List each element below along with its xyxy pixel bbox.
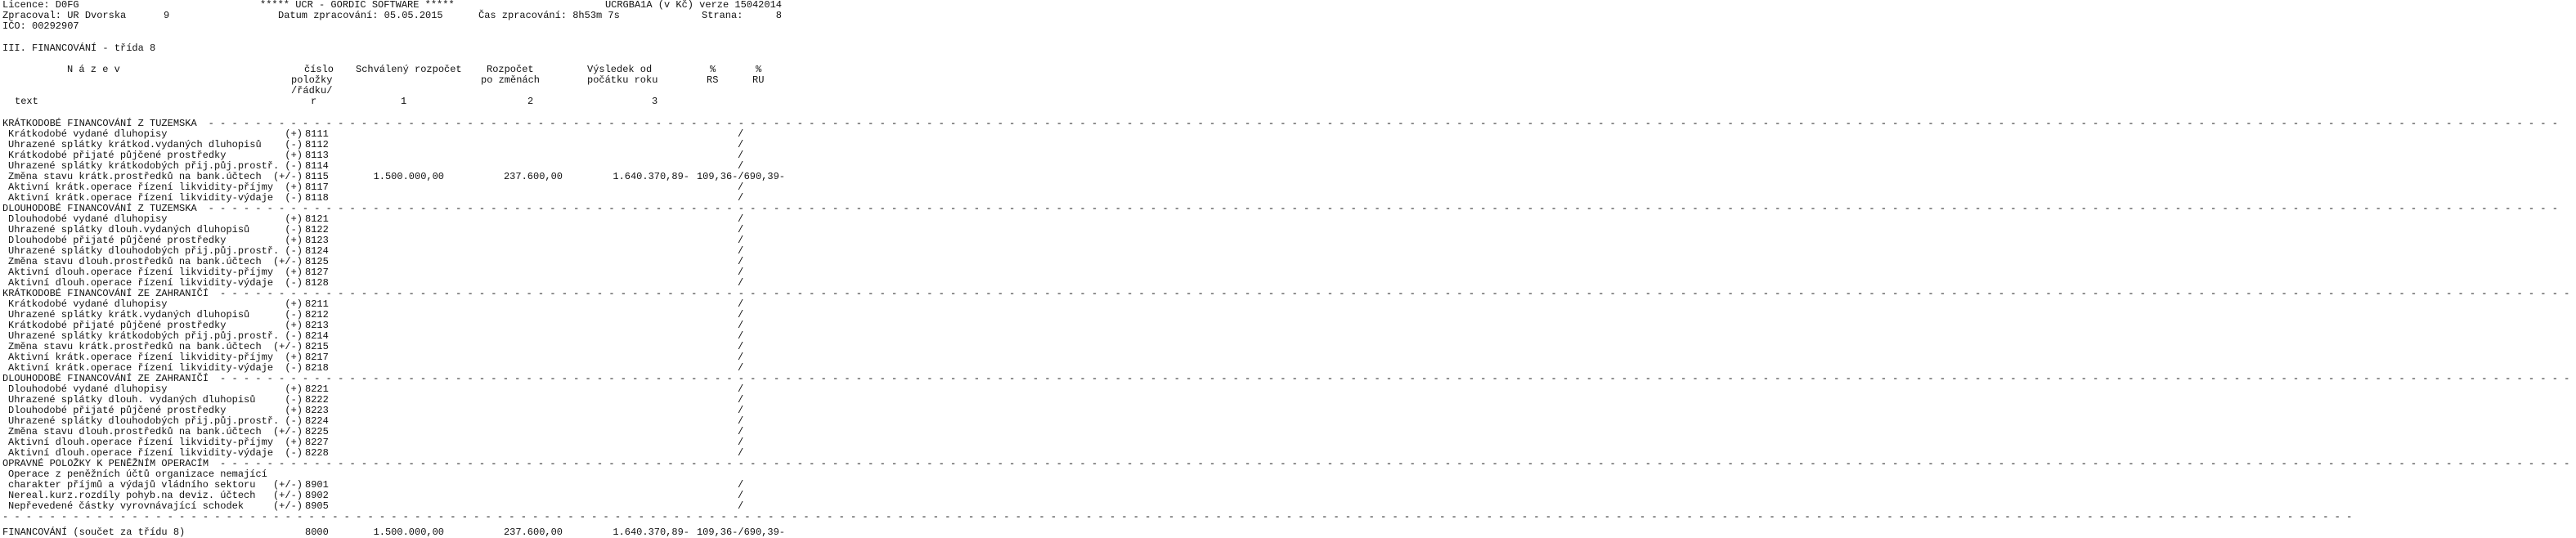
total-dash-rule: - - - - - - - - - - - - - - - - - - - - - - - - - - - - - - - - - - - - - - - - - - - - - - - - - - - - - - - - - - - - - - - - - - - - - - - - - - - - - - - - - - - - - - - - - - - - - - - - - - - - - - - - - - - - - - - - - - - - - - - - - - - - - - - - - - - - - - - - - - - - - - - - - - - - - - - - - - - - - - - - - - - - - - - - - - - - - - - - - - - - - - - - - - - - - - - - - - - - - - - - xyxy=(2,511,2358,522)
report-title: ***** UCR - GORDIC SOFTWARE ***** xyxy=(260,0,455,11)
row-percent: / xyxy=(738,394,744,406)
row-sign: (-) xyxy=(285,309,303,321)
column-header-rs: RS xyxy=(707,74,719,86)
row-percent: 109,36-/690,39- xyxy=(696,171,785,182)
row-percent: / xyxy=(738,447,744,459)
row-name: Změna stavu krátk.prostředků na bank.účtech xyxy=(8,171,262,182)
column-header-polozky: položky xyxy=(291,74,333,86)
row-sign: (-) xyxy=(285,224,303,235)
group-title: KRÁTKODOBÉ FINANCOVÁNÍ Z TUZEMSKA xyxy=(2,118,197,129)
row-code: 8214 xyxy=(305,330,329,342)
column-header-radku: /řádku/ xyxy=(291,85,333,96)
group-title: DLOUHODOBÉ FINANCOVÁNÍ ZE ZAHRANIČÍ xyxy=(2,373,209,384)
row-name: Aktivní dlouh.operace řízení likvidity-výdaje xyxy=(8,447,274,459)
row-code: 8217 xyxy=(305,352,329,363)
row-code: 8215 xyxy=(305,341,329,352)
row-name: charakter příjmů a výdajů vládního sektoru xyxy=(8,479,256,491)
column-header-r: r xyxy=(311,96,317,107)
row-sign: (+/-) xyxy=(272,490,303,501)
row-code: 8221 xyxy=(305,383,329,395)
total-name: FINANCOVÁNÍ (součet za třídu 8) xyxy=(2,527,186,538)
row-percent: / xyxy=(738,309,744,321)
total-percent: 109,36-/690,39- xyxy=(696,527,785,538)
row-sign: (+) xyxy=(285,182,303,193)
column-header-vysledek-num: 3 xyxy=(652,96,658,107)
row-sign: (+) xyxy=(285,437,303,448)
row-code: 8902 xyxy=(305,490,329,501)
row-sign: (+) xyxy=(285,320,303,331)
row-name: Krátkodobé vydané dluhopisy xyxy=(8,298,168,310)
row-percent: / xyxy=(738,362,744,374)
group-dash-rule: - - - - - - - - - - - - - - - - - - - - - - - - - - - - - - - - - - - - - - - - - - - - - - - - - - - - - - - - - - - - - - - - - - - - - - - - - - - - - - - - - - - - - - - - - - - - - - - - - - - - - - - - - - - - - - - - - - - - - - - - - - - - - - - - - - - - - - - - - - - - - - - - - - - - - - - - - - - - - - - - - - - - - - - - - - - - - - - - - - - - - - - - - - - - - - - - - - - - - - - - xyxy=(208,118,2565,129)
row-code: 8111 xyxy=(305,128,329,140)
row-code: 8228 xyxy=(305,447,329,459)
group-title: DLOUHODOBÉ FINANCOVÁNÍ Z TUZEMSKA xyxy=(2,203,197,214)
row-sign: (+/-) xyxy=(272,341,303,352)
row-code: 8124 xyxy=(305,245,329,257)
row-name: Aktivní krátk.operace řízení likvidity-výdaje xyxy=(8,192,274,204)
processing-time: Čas zpracování: 8h53m 7s xyxy=(478,10,620,21)
row-percent: / xyxy=(738,235,744,246)
group-dash-rule: - - - - - - - - - - - - - - - - - - - - - - - - - - - - - - - - - - - - - - - - - - - - - - - - - - - - - - - - - - - - - - - - - - - - - - - - - - - - - - - - - - - - - - - - - - - - - - - - - - - - - - - - - - - - - - - - - - - - - - - - - - - - - - - - - - - - - - - - - - - - - - - - - - - - - - - - - - - - - - - - - - - - - - - - - - - - - - - - - - - - - - - - - - - - - - - - - - - - - - - - xyxy=(220,458,2576,469)
row-code: 8212 xyxy=(305,309,329,321)
group-dash-rule: - - - - - - - - - - - - - - - - - - - - - - - - - - - - - - - - - - - - - - - - - - - - - - - - - - - - - - - - - - - - - - - - - - - - - - - - - - - - - - - - - - - - - - - - - - - - - - - - - - - - - - - - - - - - - - - - - - - - - - - - - - - - - - - - - - - - - - - - - - - - - - - - - - - - - - - - - - - - - - - - - - - - - - - - - - - - - - - - - - - - - - - - - - - - - - - - - - - - - - - - xyxy=(208,203,2565,214)
row-sign: (-) xyxy=(285,447,303,459)
row-name: Uhrazené splátky dlouhodobých přij.půj.prostř. xyxy=(8,415,280,427)
row-code: 8223 xyxy=(305,405,329,416)
row-name: Uhrazené splátky dlouh. vydaných dluhopisů xyxy=(8,394,256,406)
row-sign: (-) xyxy=(285,245,303,257)
row-code: 8114 xyxy=(305,160,329,172)
row-code: 8112 xyxy=(305,139,329,150)
row-percent: / xyxy=(738,437,744,448)
row-name: Dlouhodobé přijaté půjčené prostředky xyxy=(8,235,227,246)
column-header-rozpocet: Rozpočet xyxy=(487,64,534,75)
row-sign: (+) xyxy=(285,213,303,225)
row-schvaleny: 1.500.000,00 xyxy=(373,171,444,182)
row-name: Uhrazené splátky krátk.vydaných dluhopisů xyxy=(8,309,250,321)
row-name: Aktivní krátk.operace řízení likvidity-výdaje xyxy=(8,362,274,374)
row-percent: / xyxy=(738,490,744,501)
column-header-text: text xyxy=(15,96,38,107)
row-percent: / xyxy=(738,277,744,289)
row-name: Krátkodobé přijaté půjčené prostředky xyxy=(8,320,227,331)
row-sign: (+/-) xyxy=(272,479,303,491)
row-sign: (-) xyxy=(285,415,303,427)
row-code: 8113 xyxy=(305,150,329,161)
row-code: 8118 xyxy=(305,192,329,204)
column-header-rozpocet-num: 2 xyxy=(527,96,534,107)
row-code: 8125 xyxy=(305,256,329,267)
column-header-name: N á z e v xyxy=(67,64,120,75)
row-code: 8122 xyxy=(305,224,329,235)
row-name: Uhrazené splátky dlouh.vydaných dluhopisů xyxy=(8,224,250,235)
column-header-ru: RU xyxy=(752,74,765,86)
row-sign: (+/-) xyxy=(272,426,303,437)
column-header-po-zmenach: po změnách xyxy=(481,74,541,86)
row-name: Aktivní dlouh.operace řízení likvidity-příjmy xyxy=(8,437,274,448)
total-rozpocet: 237.600,00 xyxy=(503,527,563,538)
row-code: 8213 xyxy=(305,320,329,331)
total-vysledek: 1.640.370,89- xyxy=(613,527,689,538)
row-percent: / xyxy=(738,383,744,395)
row-percent: / xyxy=(738,192,744,204)
row-vysledek: 1.640.370,89- xyxy=(613,171,689,182)
page-label: Strana: xyxy=(702,10,743,21)
group-title: OPRAVNÉ POLOŽKY K PENĚŽNÍM OPERACÍM xyxy=(2,458,209,469)
row-name: Krátkodobé vydané dluhopisy xyxy=(8,128,168,140)
row-name: Uhrazené splátky krátkodobých přij.půj.prostř. xyxy=(8,160,280,172)
row-name: Operace z peněžních účtů organizace nemající xyxy=(8,469,267,480)
row-name: Aktivní krátk.operace řízení likvidity-příjmy xyxy=(8,352,274,363)
row-sign: (+/-) xyxy=(272,171,303,182)
row-code: 8222 xyxy=(305,394,329,406)
row-percent: / xyxy=(738,245,744,257)
row-sign: (+) xyxy=(285,352,303,363)
row-sign: (-) xyxy=(285,160,303,172)
row-percent: / xyxy=(738,224,744,235)
row-name: Změna stavu krátk.prostředků na bank.účtech xyxy=(8,341,262,352)
row-percent: / xyxy=(738,139,744,150)
row-code: 8218 xyxy=(305,362,329,374)
ico-label: IČO: 00292907 xyxy=(2,20,79,32)
row-sign: (-) xyxy=(285,192,303,204)
row-percent: / xyxy=(738,341,744,352)
column-header-schvaleny: Schválený rozpočet xyxy=(356,64,462,75)
row-code: 8115 xyxy=(305,171,329,182)
row-code: 8128 xyxy=(305,277,329,289)
processing-date: Datum zpracování: 05.05.2015 xyxy=(278,10,443,21)
row-sign: (+) xyxy=(285,298,303,310)
row-percent: / xyxy=(738,150,744,161)
row-name: Změna stavu dlouh.prostředků na bank.účtech xyxy=(8,426,262,437)
row-name: Dlouhodobé přijaté půjčené prostředky xyxy=(8,405,227,416)
row-code: 8211 xyxy=(305,298,329,310)
row-percent: / xyxy=(738,256,744,267)
row-name: Aktivní dlouh.operace řízení likvidity-výdaje xyxy=(8,277,274,289)
column-header-pct-ru: % xyxy=(756,64,762,75)
row-name: Změna stavu dlouh.prostředků na bank.účtech xyxy=(8,256,262,267)
row-name: Dlouhodobé vydané dluhopisy xyxy=(8,383,168,395)
row-percent: / xyxy=(738,267,744,278)
group-title: KRÁTKODOBÉ FINANCOVÁNÍ ZE ZAHRANIČÍ xyxy=(2,288,209,299)
row-sign: (+) xyxy=(285,150,303,161)
row-code: 8227 xyxy=(305,437,329,448)
processor-label: Zpracoval: UR Dvorska xyxy=(2,10,127,21)
column-header-pocatku-roku: počátku roku xyxy=(587,74,658,86)
row-code: 8117 xyxy=(305,182,329,193)
row-name: Krátkodobé přijaté půjčené prostředky xyxy=(8,150,227,161)
row-sign: (-) xyxy=(285,277,303,289)
group-dash-rule: - - - - - - - - - - - - - - - - - - - - - - - - - - - - - - - - - - - - - - - - - - - - - - - - - - - - - - - - - - - - - - - - - - - - - - - - - - - - - - - - - - - - - - - - - - - - - - - - - - - - - - - - - - - - - - - - - - - - - - - - - - - - - - - - - - - - - - - - - - - - - - - - - - - - - - - - - - - - - - - - - - - - - - - - - - - - - - - - - - - - - - - - - - - - - - - - - - - - - - - - xyxy=(220,373,2576,384)
row-sign: (+) xyxy=(285,267,303,278)
row-name: Nereal.kurz.rozdíly pohyb.na deviz. účtech xyxy=(8,490,256,501)
column-header-vysledek: Výsledek od xyxy=(587,64,653,75)
row-code: 8121 xyxy=(305,213,329,225)
page-number: 8 xyxy=(775,10,782,21)
row-percent: / xyxy=(738,330,744,342)
row-sign: (+) xyxy=(285,405,303,416)
row-percent: / xyxy=(738,213,744,225)
column-header-pct-rs: % xyxy=(710,64,716,75)
row-sign: (-) xyxy=(285,139,303,150)
row-code: 8224 xyxy=(305,415,329,427)
row-percent: / xyxy=(738,160,744,172)
licence-label: Licence: D0FG xyxy=(2,0,79,11)
row-percent: / xyxy=(738,298,744,310)
row-rozpocet: 237.600,00 xyxy=(503,171,563,182)
row-name: Aktivní krátk.operace řízení likvidity-příjmy xyxy=(8,182,274,193)
processor-number: 9 xyxy=(164,10,170,21)
row-code: 8225 xyxy=(305,426,329,437)
row-name: Uhrazené splátky krátkod.vydaných dluhopisů xyxy=(8,139,262,150)
row-name: Uhrazené splátky dlouhodobých přij.půj.prostř. xyxy=(8,245,280,257)
row-percent: / xyxy=(738,352,744,363)
row-name: Dlouhodobé vydané dluhopisy xyxy=(8,213,168,225)
row-sign: (-) xyxy=(285,362,303,374)
row-percent: / xyxy=(738,415,744,427)
row-sign: (+) xyxy=(285,235,303,246)
group-dash-rule: - - - - - - - - - - - - - - - - - - - - - - - - - - - - - - - - - - - - - - - - - - - - - - - - - - - - - - - - - - - - - - - - - - - - - - - - - - - - - - - - - - - - - - - - - - - - - - - - - - - - - - - - - - - - - - - - - - - - - - - - - - - - - - - - - - - - - - - - - - - - - - - - - - - - - - - - - - - - - - - - - - - - - - - - - - - - - - - - - - - - - - - - - - - - - - - - - - - - - - - - xyxy=(220,288,2576,299)
row-percent: / xyxy=(738,405,744,416)
row-percent: / xyxy=(738,128,744,140)
row-sign: (-) xyxy=(285,330,303,342)
row-sign: (+) xyxy=(285,128,303,140)
report-code: UCRGBA1A (v Kč) verze 15042014 xyxy=(604,0,782,11)
row-percent: / xyxy=(738,426,744,437)
row-sign: (+) xyxy=(285,383,303,395)
row-sign: (-) xyxy=(285,394,303,406)
row-sign: (+/-) xyxy=(272,256,303,267)
row-percent: / xyxy=(738,500,744,512)
row-percent: / xyxy=(738,479,744,491)
total-code: 8000 xyxy=(305,527,329,538)
row-sign: (+/-) xyxy=(272,500,303,512)
section-title: III. FINANCOVÁNÍ - třída 8 xyxy=(2,43,156,54)
row-code: 8905 xyxy=(305,500,329,512)
row-code: 8901 xyxy=(305,479,329,491)
row-code: 8127 xyxy=(305,267,329,278)
total-schvaleny: 1.500.000,00 xyxy=(373,527,444,538)
row-percent: / xyxy=(738,320,744,331)
row-name: Uhrazené splátky krátkodobých přij.půj.prostř. xyxy=(8,330,280,342)
row-name: Nepřevedené částky vyrovnávající schodek xyxy=(8,500,245,512)
column-header-schvaleny-num: 1 xyxy=(401,96,407,107)
row-code: 8123 xyxy=(305,235,329,246)
row-percent: / xyxy=(738,182,744,193)
column-header-cislo: číslo xyxy=(304,64,334,75)
row-name: Aktivní dlouh.operace řízení likvidity-příjmy xyxy=(8,267,274,278)
